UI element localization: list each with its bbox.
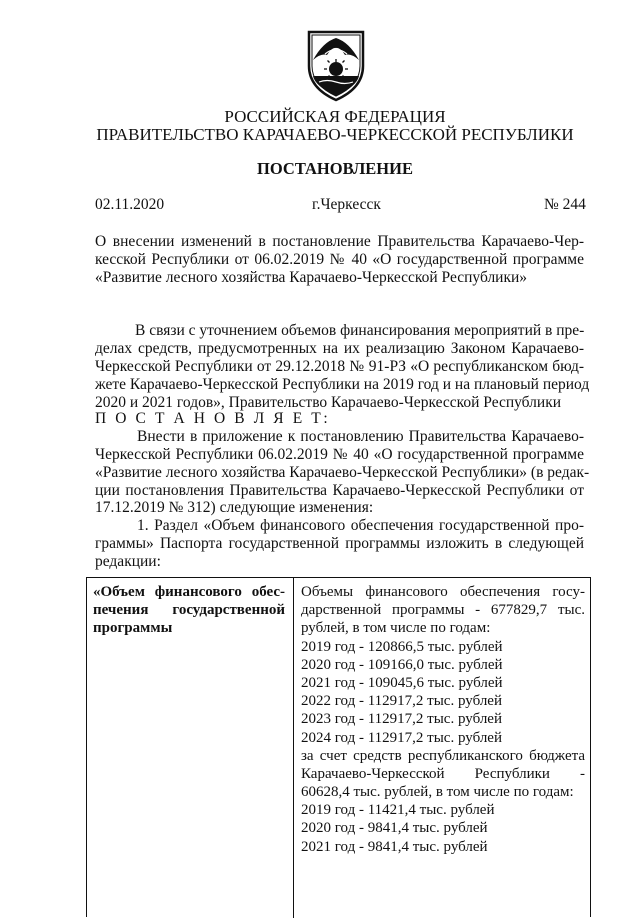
body-line: редакции: bbox=[95, 553, 161, 570]
table-right-line: 2021 год - 9841,4 тыс. рублей bbox=[301, 838, 488, 855]
preamble-line: В связи с уточнением объемов финансирования мероприятий в пре- bbox=[135, 322, 585, 339]
body-line: 17.12.2019 № 312) следующие изменения: bbox=[95, 499, 374, 516]
body-line: 1. Раздел «Объем финансового обеспечения государственной про- bbox=[137, 517, 584, 534]
body-line: Черкесской Республики 06.02.2019 № 40 «О государственной программе bbox=[95, 446, 584, 463]
table-right-line: дарственной программы - 677829,7 тыс. bbox=[301, 602, 585, 619]
table-left-line: программы bbox=[93, 620, 173, 636]
header-country: РОССИЙСКАЯ ФЕДЕРАЦИЯ bbox=[224, 107, 446, 126]
table-right-line: 60628,4 тыс. рублей, в том числе по годам: bbox=[301, 784, 574, 801]
title-line: «Развитие лесного хозяйства Карачаево-Черкесской Республики» bbox=[95, 269, 528, 286]
table-column-divider bbox=[293, 578, 294, 918]
document-date: 02.11.2020 bbox=[95, 196, 165, 213]
table-right-cell bbox=[301, 583, 585, 856]
title-line: кесской Республики от 06.02.2019 № 40 «О государственной программе bbox=[95, 251, 584, 268]
table-right-line: 2024 год - 112917,2 тыс. рублей bbox=[301, 729, 502, 746]
table-right-line: Карачаево-Черкесской Республики - bbox=[301, 765, 585, 782]
table-right-line: 2019 год - 120866,5 тыс. рублей bbox=[301, 638, 503, 655]
table-left-line: печения государственной bbox=[93, 602, 285, 618]
body-line: Внести в приложение к постановлению Правительства Карачаево- bbox=[137, 428, 584, 445]
table-right-line: Объемы финансового обеспечения госу- bbox=[301, 584, 585, 600]
funding-table bbox=[86, 577, 591, 917]
body-line: граммы» Паспорта государственной программы изложить в следующей bbox=[95, 535, 584, 552]
resolves-word: П О С Т А Н О В Л Я Е Т: bbox=[95, 410, 331, 427]
preamble-line: делах средств, предусмотренных на их реализацию Законом Карачаево- bbox=[95, 340, 584, 357]
table-right-line: 2020 год - 109166,0 тыс. рублей bbox=[301, 656, 503, 673]
table-right-line: 2021 год - 109045,6 тыс. рублей bbox=[301, 674, 503, 691]
table-right-line: 2023 год - 112917,2 тыс. рублей bbox=[301, 711, 502, 728]
document-type: ПОСТАНОВЛЕНИЕ bbox=[257, 159, 413, 178]
table-right-line: рублей, в том числе по годам: bbox=[301, 620, 491, 637]
preamble-line: жете Карачаево-Черкесской Республики на 2019 год и на плановый период bbox=[95, 376, 590, 393]
document-city: г.Черкесск bbox=[312, 196, 381, 213]
preamble-line: 2020 и 2021 годов», Правительство Карачаево-Черкесской Республики bbox=[95, 394, 562, 411]
table-right-line: 2020 год - 9841,4 тыс. рублей bbox=[301, 820, 488, 837]
coat-of-arms-icon bbox=[305, 26, 367, 102]
body-line: ции постановления Правительства Карачаево-Черкесской Республики от bbox=[95, 482, 584, 499]
body-line: «Развитие лесного хозяйства Карачаево-Черкесской Республики» (в редак- bbox=[95, 464, 590, 481]
preamble-line: Черкесской Республики от 29.12.2018 № 91-РЗ «О республиканском бюд- bbox=[95, 358, 584, 375]
header-government: ПРАВИТЕЛЬСТВО КАРАЧАЕВО-ЧЕРКЕССКОЙ РЕСПУБЛИКИ bbox=[96, 125, 574, 144]
table-left-cell bbox=[93, 583, 285, 637]
title-line: О внесении изменений в постановление Правительства Карачаево-Чер- bbox=[95, 233, 584, 250]
table-right-line: 2022 год - 112917,2 тыс. рублей bbox=[301, 693, 502, 710]
table-left-line: «Объем финансового обес- bbox=[93, 584, 285, 600]
table-right-line: за счет средств республиканского бюджета bbox=[301, 747, 585, 764]
table-right-line: 2019 год - 11421,4 тыс. рублей bbox=[301, 802, 495, 819]
document-number: № 244 bbox=[544, 196, 586, 213]
